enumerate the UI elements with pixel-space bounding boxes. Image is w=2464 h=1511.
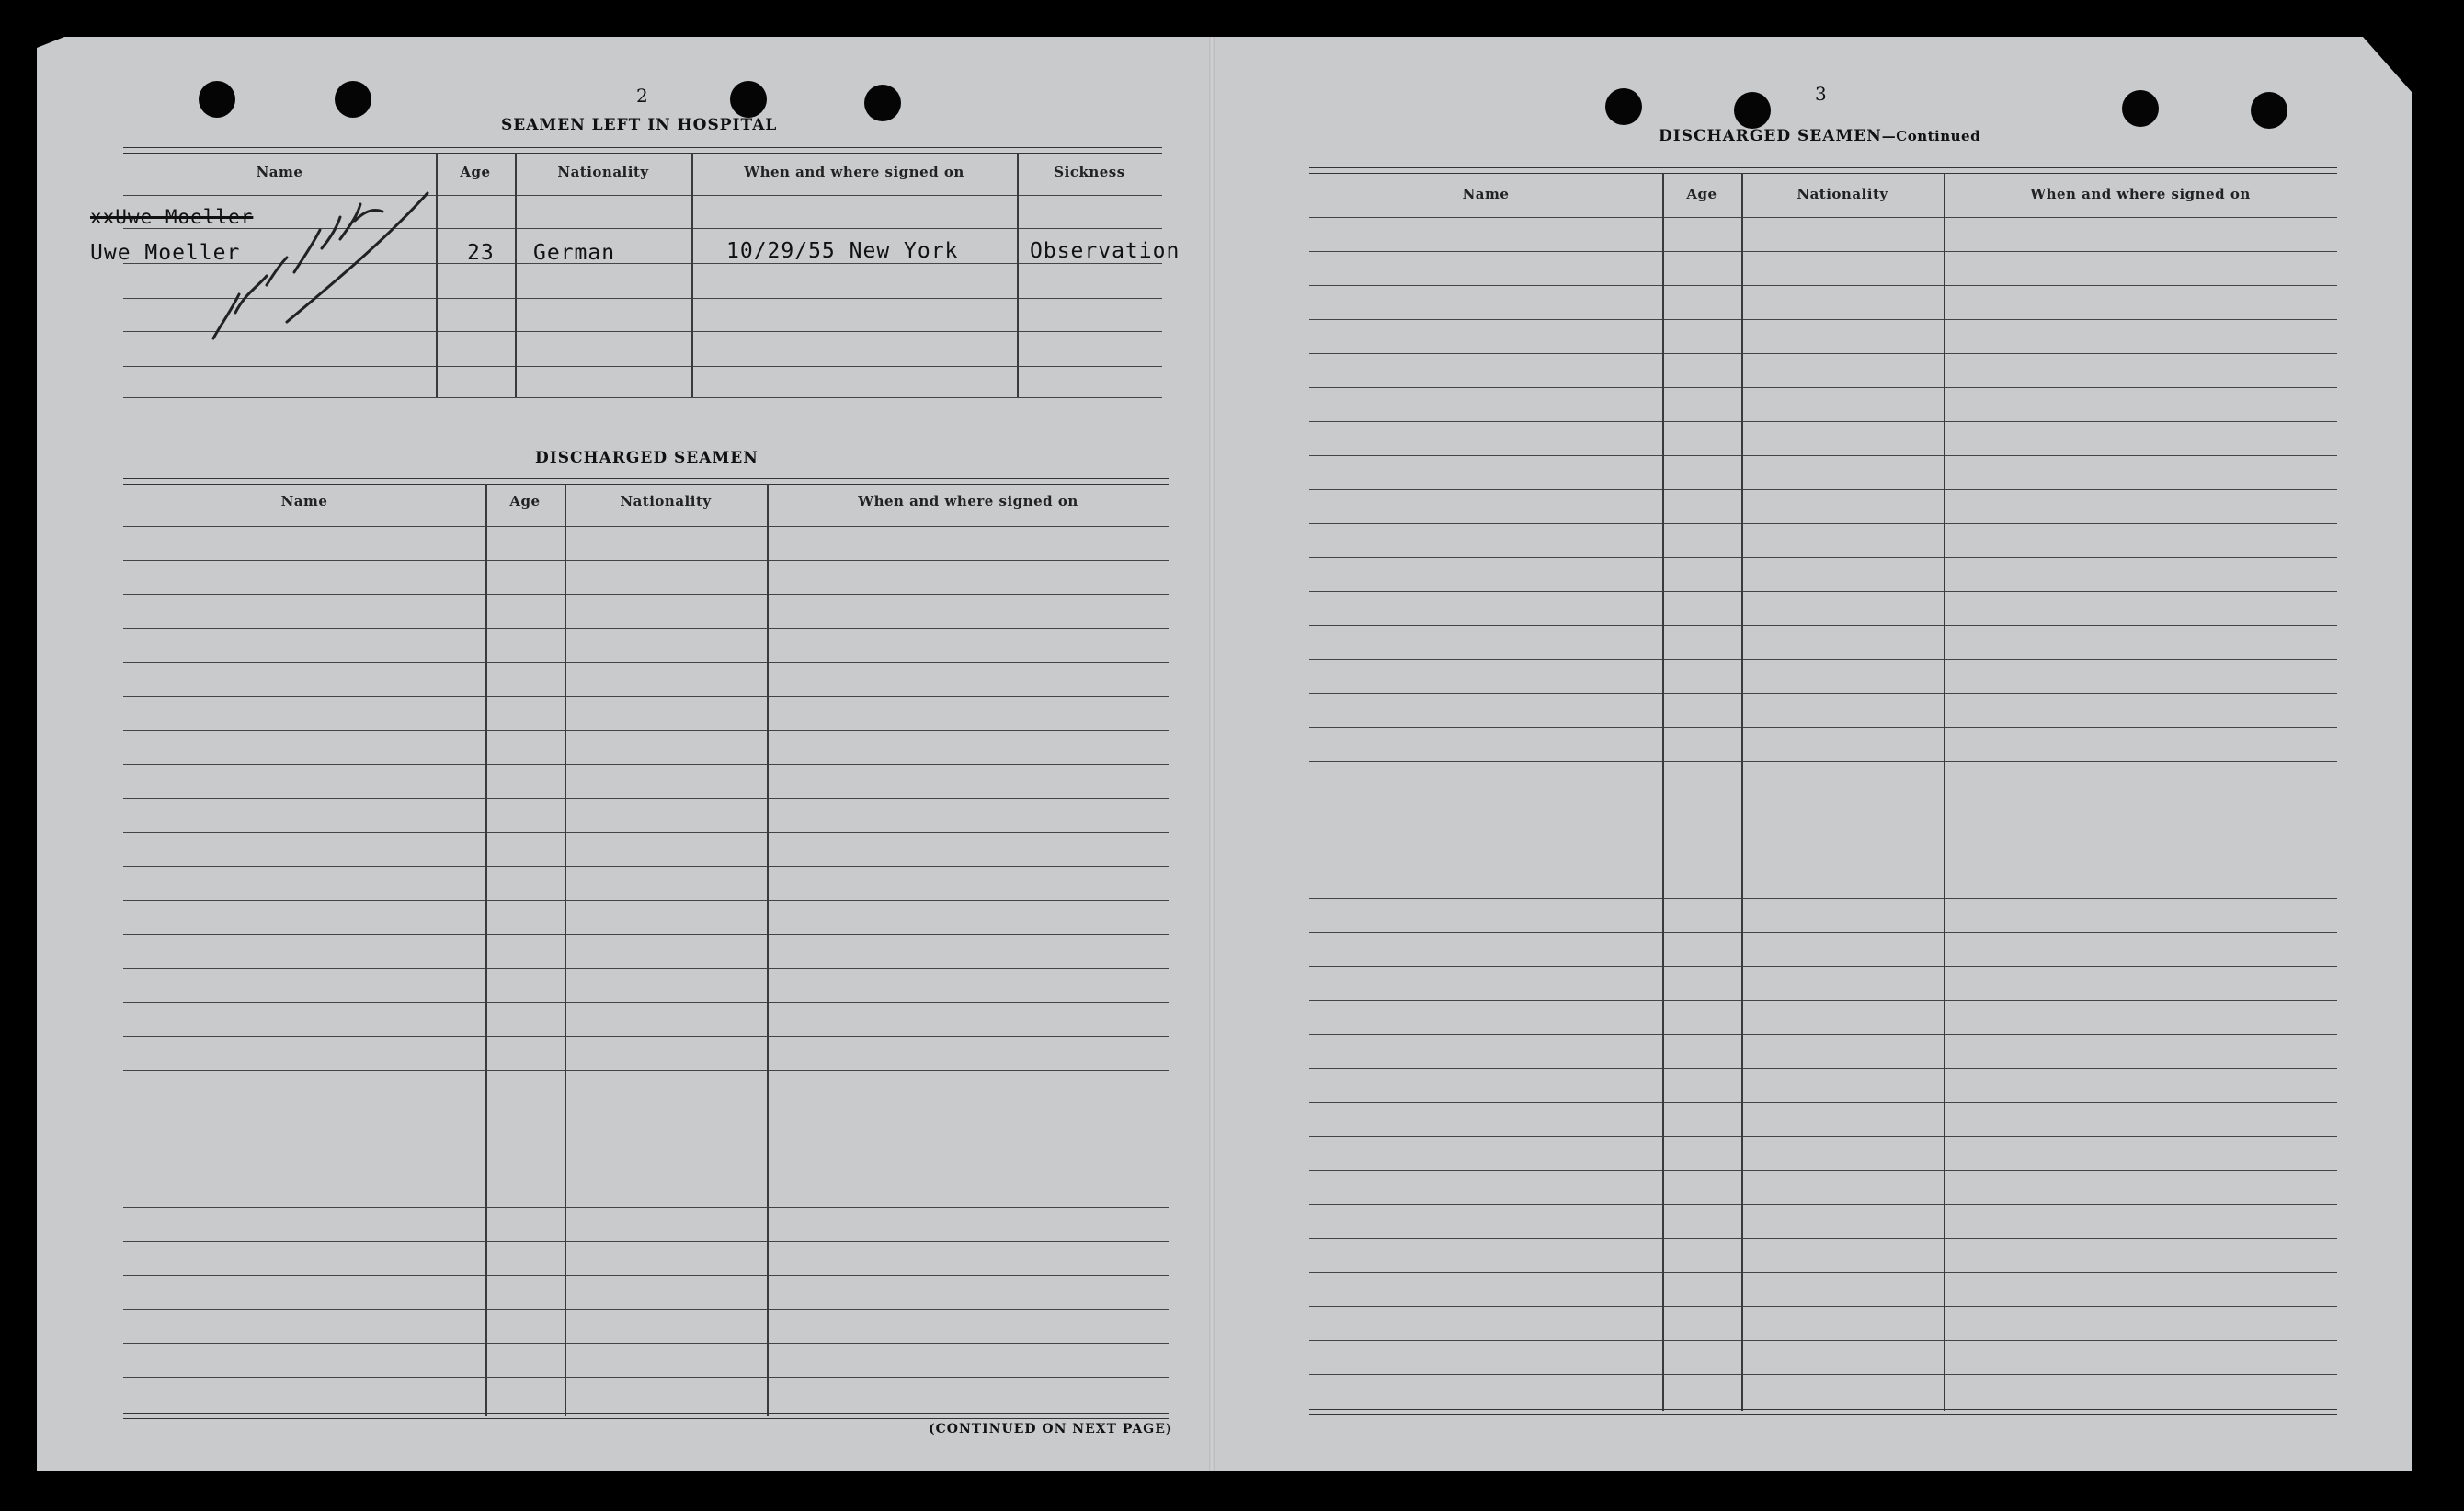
hospital-row-name: Uwe Moeller	[90, 241, 241, 265]
discharged-continued-title-text: DISCHARGED SEAMEN	[1659, 127, 1882, 145]
col-header-age: Age	[1686, 186, 1717, 202]
punch-hole	[2122, 90, 2159, 127]
col-header-age: Age	[460, 164, 491, 180]
col-header-nationality: Nationality	[1797, 186, 1888, 202]
page-number-left: 2	[636, 85, 648, 107]
col-header-nationality: Nationality	[557, 164, 649, 180]
page-fold	[1209, 37, 1215, 1471]
discharged-section-title: DISCHARGED SEAMEN	[535, 449, 759, 467]
col-header-nationality: Nationality	[620, 493, 712, 509]
col-header-name: Name	[256, 164, 303, 180]
handwritten-annotation	[202, 184, 441, 349]
hospital-row-signed-on: 10/29/55 New York	[726, 239, 959, 263]
punch-hole	[864, 85, 901, 121]
punch-hole	[199, 81, 235, 118]
punch-hole	[1734, 92, 1771, 129]
col-header-age: Age	[509, 493, 541, 509]
hospital-section-title: SEAMEN LEFT IN HOSPITAL	[501, 116, 778, 134]
hospital-row-sickness: Observation	[1030, 239, 1181, 263]
discharged-table-right	[1309, 167, 2337, 1420]
punch-hole	[1605, 88, 1642, 125]
col-header-sickness: Sickness	[1054, 164, 1125, 180]
col-header-signed-on: When and where signed on	[744, 164, 964, 180]
col-header-name: Name	[1462, 186, 1510, 202]
col-header-name: Name	[280, 493, 328, 509]
hospital-row-nationality: German	[533, 241, 616, 265]
continued-footer: (CONTINUED ON NEXT PAGE)	[929, 1422, 1173, 1437]
page-number-right: 3	[1815, 83, 1827, 105]
punch-hole	[335, 81, 371, 118]
hospital-row-age: 23	[467, 241, 495, 265]
discharged-table-left	[123, 478, 1169, 1424]
punch-hole	[730, 81, 767, 118]
discharged-continued-title	[1659, 127, 1980, 145]
discharged-continued-suffix: —Continued	[1881, 128, 1981, 144]
punch-hole	[2251, 92, 2287, 129]
struck-name-entry: xxUwe Moeller	[90, 206, 254, 228]
col-header-signed-on: When and where signed on	[2030, 186, 2251, 202]
col-header-signed-on: When and where signed on	[858, 493, 1078, 509]
